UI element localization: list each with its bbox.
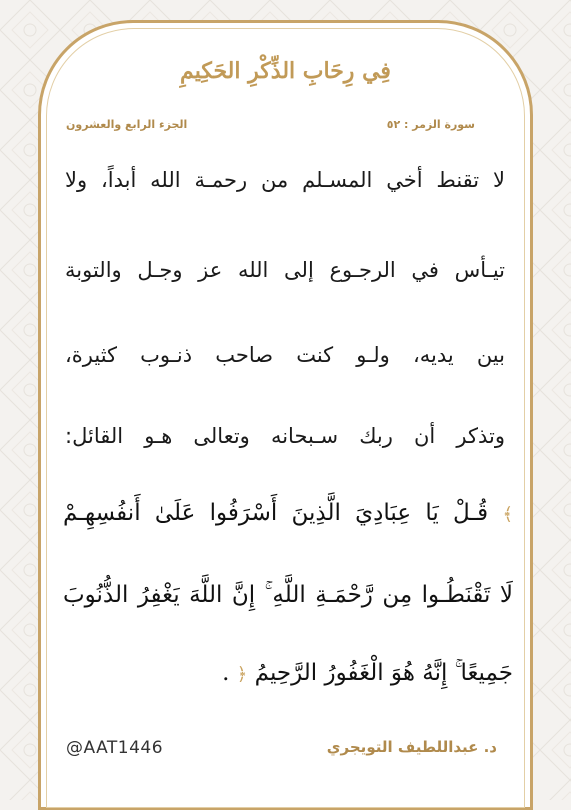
body-line-2: تيـأس في الرجـوع إلى الله عز وجـل والتوبة: [65, 258, 505, 282]
page-title: فِي رِحَابِ الذِّكْرِ الحَكِيمِ: [180, 58, 391, 84]
juz-label: الجزء الرابع والعشرون: [66, 118, 188, 131]
body-line-1: لا تقنط أخي المسـلم من رحمـة الله أبداً، ولا: [65, 168, 505, 192]
verse-end-period: .: [222, 660, 230, 686]
verse-close-ornament: ﴿: [236, 664, 248, 685]
body-line-4: وتذكر أن ربك سـبحانه وتعالى هـو القائل:: [65, 424, 505, 448]
verse-text-3: جَمِيعًا ۚ إِنَّهُ هُوَ الْغَفُورُ الرَّحِيمُ: [254, 660, 513, 686]
author-name: د. عبداللطيف التويجري: [326, 738, 497, 756]
verse-line-1: [63, 500, 513, 526]
verse-text-1: قُـلْ يَا عِبَادِيَ الَّذِينَ أَسْرَفُوا عَلَىٰ أَنفُسِهِـمْ: [63, 500, 489, 526]
surah-reference: سورة الزمر : ٥٢: [386, 118, 475, 131]
body-line-3: بين يديه، ولـو كنت صاحب ذنـوب كثيرة،: [65, 343, 505, 367]
verse-line-3: [63, 660, 513, 686]
verse-line-2: لَا تَقْنَطُـوا مِن رَّحْمَـةِ اللَّهِ ۚ إِنَّ اللَّهَ يَغْفِرُ الذُّنُوبَ: [63, 582, 513, 608]
verse-open-ornament: ﴾: [502, 504, 514, 525]
social-handle: @AAT1446: [66, 738, 164, 758]
content-card-inner-frame: [46, 28, 525, 808]
